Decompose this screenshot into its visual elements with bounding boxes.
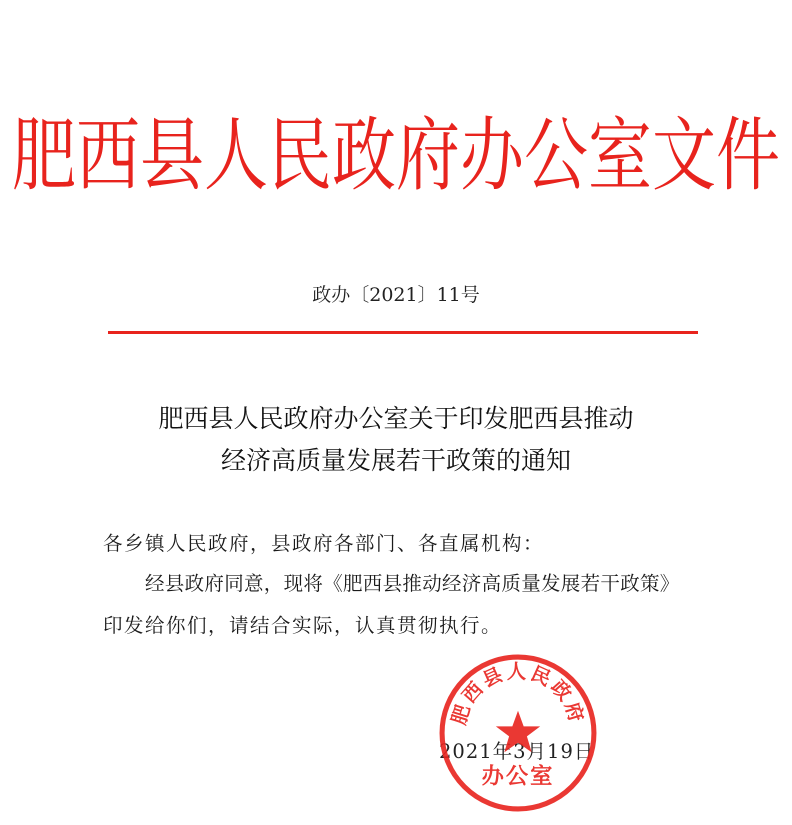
notice-title-line-1: 肥西县人民政府办公室关于印发肥西县推动 [158,404,634,433]
issuer-title: 肥西县人民政府办公室文件 [12,110,780,203]
seal-top-text: 肥西县人民政府 [447,660,589,728]
body-paragraph-line-1: 经县政府同意，现将《肥西县推动经济高质量发展若干政策》 [145,572,680,595]
seal-bottom-text: 办公室 [481,763,555,790]
notice-title [0,398,792,482]
body-paragraph-line-2: 印发给你们，请结合实际，认真贯彻执行。 [103,614,503,637]
issue-date: 2021年3月19日 [439,740,595,763]
salutation: 各乡镇人民政府，县政府各部门、各直属机构： [103,532,545,555]
official-seal [437,652,599,814]
document-number: 政办〔2021〕11号 [312,284,480,306]
red-divider [108,331,698,334]
notice-title-line-2: 经济高质量发展若干政策的通知 [220,446,571,475]
seal-star-icon [496,711,540,753]
